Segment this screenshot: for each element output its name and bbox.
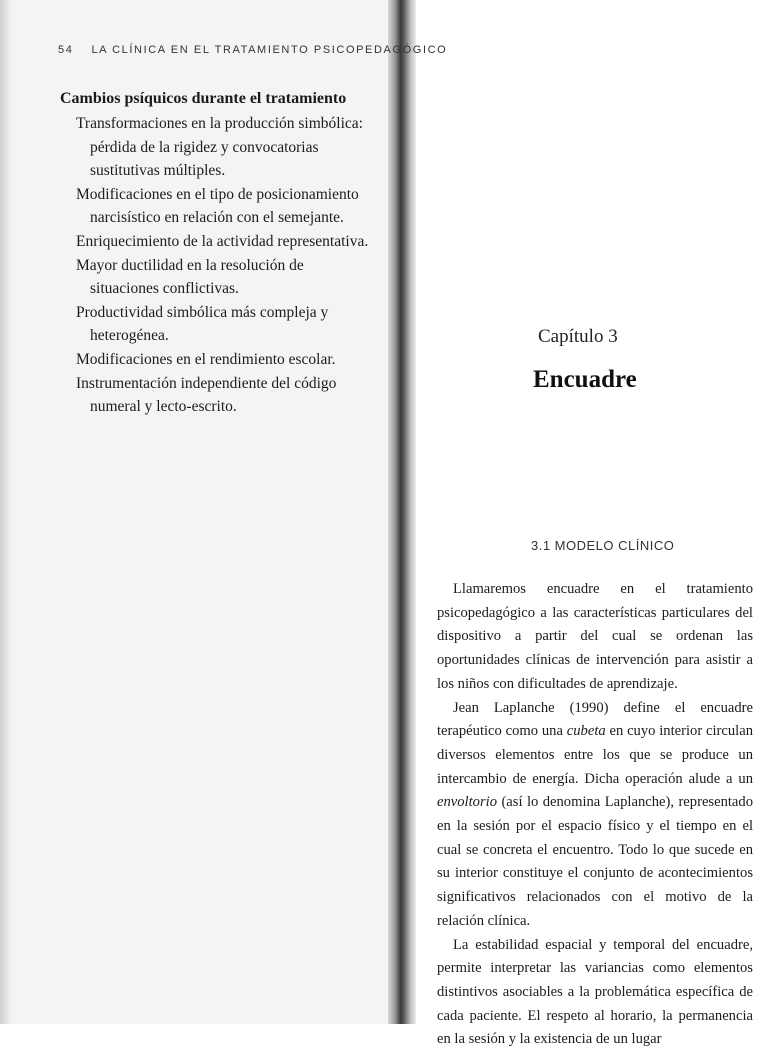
running-header bbox=[58, 44, 447, 56]
running-head-title: LA CLÍNICA EN EL TRATAMIENTO PSICOPEDAGÓGICO bbox=[91, 44, 448, 56]
paragraph-3: La estabilidad espacial y temporal del encuadre, permite interpretar las variancias como elementos distintivos asociables a la problemática específica de cada paciente. El respeto al horario, la permanencia en la sesión y la existencia de un lugar bbox=[437, 936, 753, 1048]
list-item: Productividad simbólica más compleja y heterogénea. bbox=[76, 303, 329, 345]
psychic-changes-list bbox=[76, 112, 376, 419]
list-item: Modificaciones en el rendimiento escolar. bbox=[76, 350, 336, 368]
list-item: Enriquecimiento de la actividad representativa. bbox=[76, 232, 369, 250]
paragraph-2 bbox=[437, 697, 753, 934]
chapter-body-text bbox=[437, 578, 753, 1052]
subsection-heading: 3.1 MODELO CLÍNICO bbox=[531, 538, 675, 553]
paragraph-1: Llamaremos encuadre en el tratamiento psicopedagógico a las características particulares del dispositivo a partir del cual se ordenan las oportunidades clínicas de intervención para asistir a los niños con dificultades de aprendizaje. bbox=[437, 581, 753, 692]
list-item: Transformaciones en la producción simbólica: pérdida de la rigidez y convocatorias sustitutivas múltiples. bbox=[76, 115, 363, 180]
paragraph-2-text: Jean Laplanche (1990) define el encuadre terapéutico como una bbox=[437, 699, 753, 740]
scan-edge-shadow bbox=[0, 0, 12, 1024]
term-envoltorio: envoltorio bbox=[437, 794, 497, 811]
term-cubeta: cubeta bbox=[566, 723, 606, 740]
section-heading: Cambios psíquicos durante el tratamiento bbox=[60, 90, 347, 107]
chapter-title: Encuadre bbox=[533, 366, 637, 393]
list-item: Mayor ductilidad en la resolución de situaciones conflictivas. bbox=[76, 256, 304, 298]
paragraph-2-text: en cuyo interior circulan diversos elementos entre los que se produce un intercambio de energía. Dicha operación alude a un bbox=[437, 723, 754, 787]
list-item: Instrumentación independiente del código numeral y lecto-escrito. bbox=[76, 374, 337, 416]
book-gutter bbox=[388, 0, 416, 1024]
list-item: Modificaciones en el tipo de posicionamiento narcisístico en relación con el semejante. bbox=[76, 185, 359, 227]
paragraph-2-text: (así lo denomina Laplanche), representado en la sesión por el espacio físico y el tiempo en el cual se concreta el encuentro. Todo lo que sucede en su interior constituye el conjunto de acontecimientos significativos relacionados con el motivo de la relación clínica. bbox=[437, 794, 753, 929]
page-number: 54 bbox=[58, 44, 74, 56]
chapter-label: Capítulo 3 bbox=[538, 326, 618, 347]
